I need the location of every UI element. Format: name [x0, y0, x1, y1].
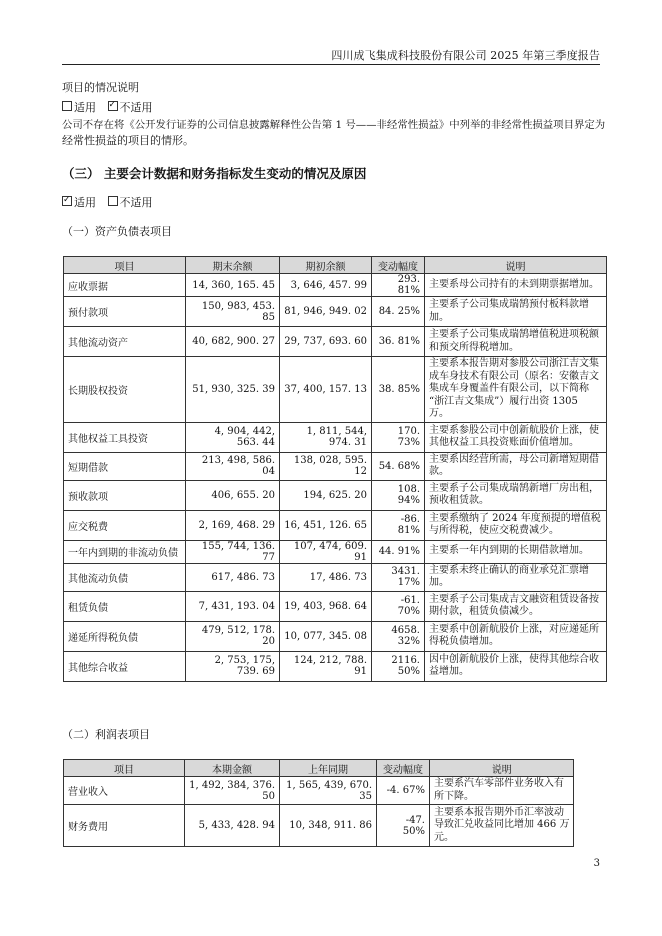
- amount-cell: 138, 028, 595. 12: [280, 452, 372, 480]
- description-line: 益增加。: [429, 666, 469, 677]
- item-cell: 递延所得税负债: [64, 621, 186, 651]
- amount-cell: 2, 169, 468. 29: [186, 510, 280, 540]
- description-line: 元。: [434, 831, 454, 843]
- item-cell: 一年内到期的非流动负债: [64, 540, 186, 563]
- change-cell: 38. 85%: [372, 357, 425, 423]
- balance-sheet-table: [63, 256, 607, 682]
- item-cell: 预收款项: [64, 480, 186, 510]
- description-cell: [430, 805, 574, 847]
- intro-label: 项目的情况说明: [62, 81, 139, 94]
- amount-cell: 479, 512, 178. 20: [186, 621, 280, 651]
- change-cell: 84. 25%: [372, 297, 425, 327]
- amount-cell: 51, 930, 325. 39: [186, 357, 280, 423]
- amount-cell: 10, 348, 911. 86: [280, 805, 377, 847]
- amount-cell: 4, 904, 442, 563. 44: [186, 422, 280, 452]
- change-cell: 108. 94%: [372, 480, 425, 510]
- description-cell: [425, 480, 607, 510]
- description-cell: [425, 591, 607, 621]
- description-line: 主要系因经营所需，母公司新增短期借: [429, 453, 599, 465]
- column-header: 说明: [430, 760, 574, 777]
- change-cell: -47. 50%: [377, 805, 430, 847]
- option-applicable-label: 适用: [74, 196, 96, 209]
- description-cell: [425, 274, 607, 297]
- table-row: [64, 297, 607, 327]
- table-row: [64, 327, 607, 357]
- column-header: 期初余额: [280, 257, 372, 274]
- checkbox-checked-icon: [62, 196, 72, 206]
- item-cell: 其他权益工具投资: [64, 422, 186, 452]
- description-cell: [425, 327, 607, 357]
- column-header: 期末余额: [186, 257, 280, 274]
- amount-cell: 1, 492, 384, 376. 50: [185, 777, 280, 805]
- section-title: （三） 主要会计数据和财务指标发生变动的情况及原因: [62, 166, 367, 181]
- item-cell: 预付款项: [64, 297, 186, 327]
- column-header: 变动幅度: [377, 760, 430, 777]
- table-row: [64, 777, 574, 805]
- description-cell: [425, 357, 607, 423]
- income-statement-table: [63, 759, 574, 847]
- report-header: 四川成飞集成科技股份有限公司 2025 年第三季度报告: [331, 49, 600, 62]
- description-line: 主要系本报告期对参股公司浙江吉文集: [429, 358, 599, 369]
- description-line: 款。: [429, 466, 449, 477]
- description-line: 主要系子公司集成瑞鹄新增厂房出租，: [429, 482, 599, 494]
- description-line: 加。: [429, 311, 449, 323]
- section-options: [62, 194, 161, 210]
- description-line: 主要系子公司集成吉文融资租赁设备按: [429, 593, 599, 605]
- item-cell: 长期股权投资: [64, 357, 186, 423]
- description-line: 因中创新航股价上涨，使得其他综合收: [429, 653, 599, 665]
- description-line: 主要系本报告期外币汇率波动: [434, 806, 564, 818]
- item-cell: 其他流动负债: [64, 563, 186, 591]
- change-cell: 3431. 17%: [372, 563, 425, 591]
- column-header: 项目: [64, 257, 186, 274]
- description-cell: [425, 297, 607, 327]
- amount-cell: 81, 946, 949. 02: [280, 297, 372, 327]
- amount-cell: 10, 077, 345. 08: [280, 621, 372, 651]
- checkbox-checked-icon: [108, 101, 118, 111]
- table-header-row: [64, 257, 607, 274]
- checkbox-applicable-icon: [62, 101, 72, 111]
- change-cell: 36. 81%: [372, 327, 425, 357]
- amount-cell: 17, 486. 73: [280, 563, 372, 591]
- column-header: 变动幅度: [372, 257, 425, 274]
- description-line: 集成车身覆盖件有限公司，以下简称: [429, 383, 589, 394]
- description-line: 万。: [429, 408, 449, 419]
- amount-cell: 194, 625. 20: [280, 480, 372, 510]
- option-not-applicable-label: 不适用: [119, 101, 153, 114]
- intro-paragraph-line: 公司不存在将《公开发行证券的公司信息披露解释性公告第 1 号——非经常性损益》中列举的非经常性损益项目界定为: [62, 119, 606, 131]
- description-cell: [425, 540, 607, 563]
- change-cell: -4. 67%: [377, 777, 430, 805]
- table-row: [64, 540, 607, 563]
- description-cell: [430, 777, 574, 805]
- amount-cell: 7, 431, 193. 04: [186, 591, 280, 621]
- option-applicable-label: 适用: [74, 101, 96, 114]
- table-row: [64, 563, 607, 591]
- item-cell: 应收票据: [64, 274, 186, 297]
- change-cell: 170. 73%: [372, 422, 425, 452]
- item-cell: 租赁负债: [64, 591, 186, 621]
- amount-cell: 124, 212, 788. 91: [280, 651, 372, 681]
- amount-cell: 406, 655. 20: [186, 480, 280, 510]
- description-cell: [425, 651, 607, 681]
- table-row: [64, 422, 607, 452]
- table-row: [64, 591, 607, 621]
- table-row: [64, 621, 607, 651]
- description-line: 主要系一年内到期的长期借款增加。: [429, 545, 589, 557]
- description-cell: [425, 452, 607, 480]
- change-cell: 44. 91%: [372, 540, 425, 563]
- description-line: 主要系母公司持有的未到期票据增加。: [429, 278, 599, 290]
- amount-cell: 19, 403, 968. 64: [280, 591, 372, 621]
- description-line: “浙江吉文集成”）履行出资 1305: [429, 395, 578, 407]
- item-cell: 其他综合收益: [64, 651, 186, 681]
- description-line: 预收租赁款。: [429, 495, 489, 506]
- amount-cell: 29, 737, 693. 60: [280, 327, 372, 357]
- change-cell: 54. 68%: [372, 452, 425, 480]
- item-cell: 其他流动资产: [64, 327, 186, 357]
- amount-cell: 14, 360, 165. 45: [186, 274, 280, 297]
- item-cell: 应交税费: [64, 510, 186, 540]
- item-cell: 营业收入: [64, 777, 185, 805]
- change-cell: 293. 81%: [372, 274, 425, 297]
- description-line: 主要系中创新航股价上涨，对应递延所: [429, 623, 599, 635]
- amount-cell: 617, 486. 73: [186, 563, 280, 591]
- table-header-row: [64, 760, 574, 777]
- amount-cell: 155, 744, 136. 77: [186, 540, 280, 563]
- balance-sheet-subtitle: （一）资产负债表项目: [62, 225, 172, 238]
- description-line: 主要系子公司集成瑞鹄预付板料款增: [429, 299, 589, 310]
- checkbox-unchecked-icon: [108, 196, 118, 206]
- option-not-applicable-label: 不适用: [119, 196, 153, 209]
- amount-cell: 2, 753, 175, 739. 69: [186, 651, 280, 681]
- description-line: 主要系参股公司中创新航股价上涨，使: [429, 424, 599, 436]
- description-line: 主要系子公司集成瑞鹄增值税进项税额: [429, 329, 599, 340]
- description-line: 其他权益工具投资账面价值增加。: [429, 437, 579, 448]
- description-line: 导致汇兑收益同比增加 466 万: [434, 819, 570, 831]
- table-row: [64, 274, 607, 297]
- column-header: 项目: [64, 760, 185, 777]
- amount-cell: 40, 682, 900. 27: [186, 327, 280, 357]
- amount-cell: 3, 646, 457. 99: [280, 274, 372, 297]
- description-line: 期付款，租赁负债减少。: [429, 606, 539, 617]
- description-cell: [425, 563, 607, 591]
- amount-cell: 16, 451, 126. 65: [280, 510, 372, 540]
- description-line: 成车身技术有限公司（原名：安徽吉文: [429, 370, 599, 382]
- description-line: 所下降。: [434, 790, 474, 802]
- description-cell: [425, 422, 607, 452]
- table-row: [64, 651, 607, 681]
- amount-cell: 1, 811, 544, 974. 31: [280, 422, 372, 452]
- table-row: [64, 357, 607, 423]
- amount-cell: 5, 433, 428. 94: [185, 805, 280, 847]
- amount-cell: 150, 983, 453. 85: [186, 297, 280, 327]
- column-header: 本期金额: [185, 760, 280, 777]
- table-row: [64, 480, 607, 510]
- description-line: 主要系缴纳了 2024 年度预提的增值税: [429, 512, 601, 524]
- item-cell: 短期借款: [64, 452, 186, 480]
- description-line: 主要系未终止确认的商业承兑汇票增: [429, 564, 589, 576]
- description-line: 主要系汽车零部件业务收入有: [434, 778, 564, 789]
- amount-cell: 37, 400, 157. 13: [280, 357, 372, 423]
- change-cell: 4658. 32%: [372, 621, 425, 651]
- column-header: 上年同期: [280, 760, 377, 777]
- table-row: [64, 510, 607, 540]
- description-line: 得税负债增加。: [429, 636, 499, 647]
- intro-paragraph-line: 经常性损益的项目的情形。: [62, 134, 194, 147]
- change-cell: -86. 81%: [372, 510, 425, 540]
- table-row: [64, 805, 574, 847]
- page-number: 3: [593, 858, 600, 869]
- intro-options: [62, 99, 161, 115]
- intro-paragraph: [62, 118, 606, 148]
- column-header: 说明: [425, 257, 607, 274]
- income-statement-subtitle: （二）利润表项目: [62, 728, 150, 741]
- description-cell: [425, 510, 607, 540]
- change-cell: -61. 70%: [372, 591, 425, 621]
- description-line: 与所得税，使应交税费减少。: [429, 525, 559, 536]
- description-cell: [425, 621, 607, 651]
- amount-cell: 107, 474, 609. 91: [280, 540, 372, 563]
- description-line: 加。: [429, 577, 449, 588]
- amount-cell: 213, 498, 586. 04: [186, 452, 280, 480]
- header-rule: [62, 64, 600, 65]
- description-line: 和预交所得税增加。: [429, 341, 519, 353]
- amount-cell: 1, 565, 439, 670. 35: [280, 777, 377, 805]
- change-cell: 2116. 50%: [372, 651, 425, 681]
- table-row: [64, 452, 607, 480]
- item-cell: 财务费用: [64, 805, 185, 847]
